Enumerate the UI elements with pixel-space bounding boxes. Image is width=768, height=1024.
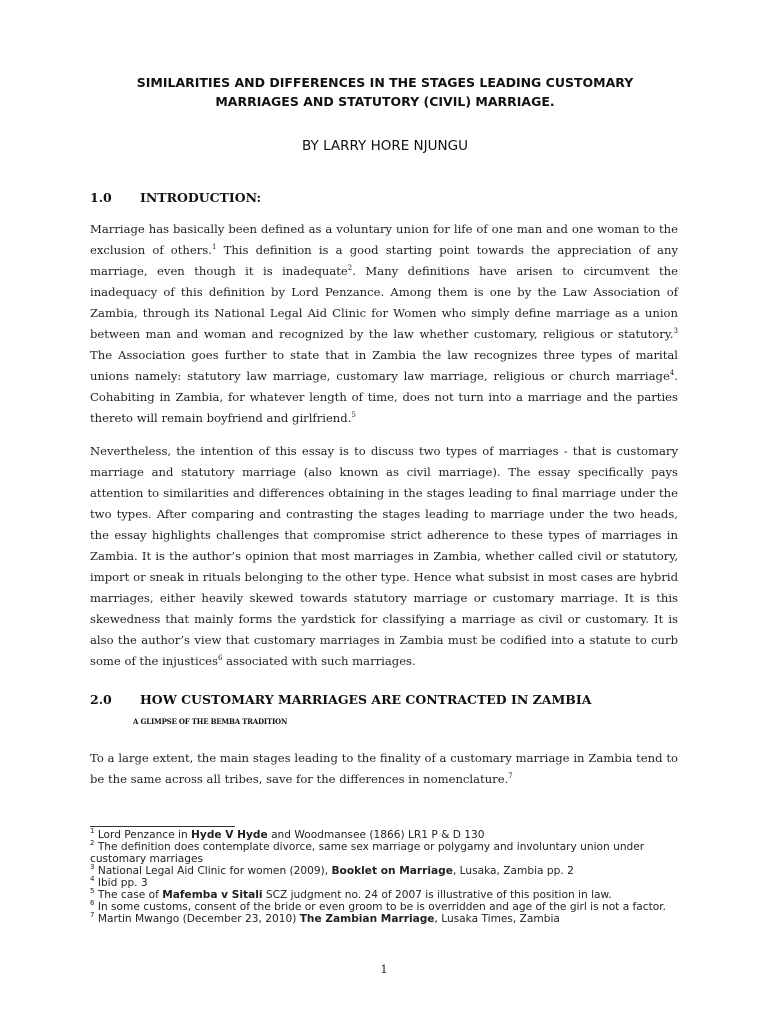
footnote-number: 7 [90, 911, 95, 919]
page-number: 1 [380, 962, 388, 976]
footnote-text: In some customs, consent of the bride or even groom to be is overridden and age of the girl is not a factor. [94, 901, 666, 913]
footnote-text: , Lusaka, Zambia pp. 2 [452, 865, 574, 877]
footnote-separator [90, 826, 235, 827]
footnote-ref-6[interactable]: 6 [217, 654, 223, 662]
author-byline: BY LARRY HORE NJUNGU [302, 138, 468, 154]
footnote-text: Ibid pp. 3 [94, 877, 148, 889]
footnote-ref-2[interactable]: 2 [347, 264, 353, 272]
footnote-case-name: Mafemba v Sitali [162, 889, 263, 901]
footnote-number: 4 [90, 875, 95, 883]
para3-text-1: To a large extent, the main stages leading to the finality of a customary marriage in Zambia tend to be the same across all tribes, save for the differences in nomenclature. [90, 751, 678, 786]
paragraph-intention [90, 441, 678, 672]
document-title [90, 73, 680, 111]
footnote-text: , Lusaka Times, Zambia [434, 913, 560, 925]
para2-text-2: associated with such marriages. [222, 654, 416, 668]
footnote-7 [90, 913, 670, 925]
section-1-title: INTRODUCTION: [140, 190, 262, 205]
footnote-text: National Legal Aid Clinic for women (2009), [94, 865, 332, 877]
footnote-number: 2 [90, 839, 95, 847]
paragraph-customary-stages [90, 748, 678, 790]
section-1-heading [90, 190, 261, 205]
footnote-number: 1 [90, 827, 95, 835]
footnote-text: Martin Mwango (December 23, 2010) [94, 913, 300, 925]
footnote-1 [90, 829, 670, 841]
footnote-article-title: The Zambian Marriage [299, 913, 435, 925]
section-1-number: 1.0 [90, 190, 112, 205]
footnotes [90, 829, 670, 925]
footnote-number: 3 [90, 863, 95, 871]
footnote-ref-1[interactable]: 1 [211, 243, 217, 251]
footnote-4 [90, 877, 670, 889]
para1-text-4: The Association goes further to state that in Zambia the law recognizes three types of marital unions namely: statutory law marriage, customary law marriage, religious or church marriage [90, 348, 678, 383]
section-2-number: 2.0 [90, 692, 112, 707]
section-2-heading [90, 692, 591, 707]
footnote-booklet-title: Booklet on Marriage [331, 865, 453, 877]
footnote-case-name: Hyde V Hyde [191, 829, 268, 841]
footnote-text: and Woodmansee (1866) LR1 P & D 130 [267, 829, 485, 841]
footnote-number: 6 [90, 899, 95, 907]
footnote-ref-7[interactable]: 7 [508, 772, 513, 780]
section-2-subheading: A GLIMPSE OF THE BEMBA TRADITION [133, 717, 288, 726]
para1-text-5: . Cohabiting in Zambia, for whatever length of time, does not turn into a marriage and the parties thereto will remain boyfriend and girlfriend. [90, 369, 678, 425]
footnote-number: 5 [90, 887, 95, 895]
footnote-text: The case of [94, 889, 163, 901]
footnote-text: SCZ judgment no. 24 of 2007 is illustrative of this position in law. [262, 889, 612, 901]
footnote-ref-3[interactable]: 3 [673, 327, 678, 335]
para1-text-1: Marriage has basically been defined as a voluntary union for life of one man and one woman to the exclusion of others. [90, 222, 678, 257]
footnote-6 [90, 901, 670, 913]
title-line-1: SIMILARITIES AND DIFFERENCES IN THE STAGES LEADING CUSTOMARY [136, 75, 634, 90]
footnote-ref-5[interactable]: 5 [351, 411, 356, 419]
footnote-3 [90, 865, 670, 877]
para1-text-3: . Many definitions have arisen to circumvent the inadequacy of this definition by Lord Penzance. Among them is one by the Law Association of Zambia, through its National Legal Aid Clinic for Women who simply define marriage as a union between man and woman and recognized by the law whether customary, religious or statutory. [90, 264, 679, 341]
footnote-5 [90, 889, 670, 901]
para1-text-2: This definition is a good starting point towards the appreciation of any marriage, even though it is inadequate [90, 243, 678, 278]
para2-text-1: Nevertheless, the intention of this essay is to discuss two types of marriages - that is customary marriage and statutory marriage (also known as civil marriage). The essay specifically pays attention to similarities and differences obtaining in the stages leading to final marriage under the two types. After comparing and contrasting the stages leading to marriage under the two heads, the essay highlights challenges that compromise strict adherence to these types of marriages in Zambia. It is the author’s opinion that most marriages in Zambia, whether called civil or statutory, import or sneak in rituals belonging to the other type. Hence what subsist in most cases are hybrid marriages, either heavily skewed towards statutory marriage or customary marriage. It is this skewedness that mainly forms the yardstick for classifying a marriage as civil or customary. It is also the author’s view that customary marriages in Zambia must be codified into a statute to curb some of the injustices [90, 444, 678, 668]
section-2-title: HOW CUSTOMARY MARRIAGES ARE CONTRACTED IN ZAMBIA [140, 692, 592, 707]
paragraph-introduction [90, 219, 678, 429]
footnote-text: Lord Penzance in [94, 829, 192, 841]
footnote-2 [90, 841, 670, 865]
title-line-2: MARRIAGES AND STATUTORY (CIVIL) MARRIAGE. [215, 94, 555, 109]
footnote-ref-4[interactable]: 4 [669, 369, 675, 377]
footnote-text: The definition does contemplate divorce, same sex marriage or polygamy and involuntary union under customary marriages [90, 841, 645, 865]
